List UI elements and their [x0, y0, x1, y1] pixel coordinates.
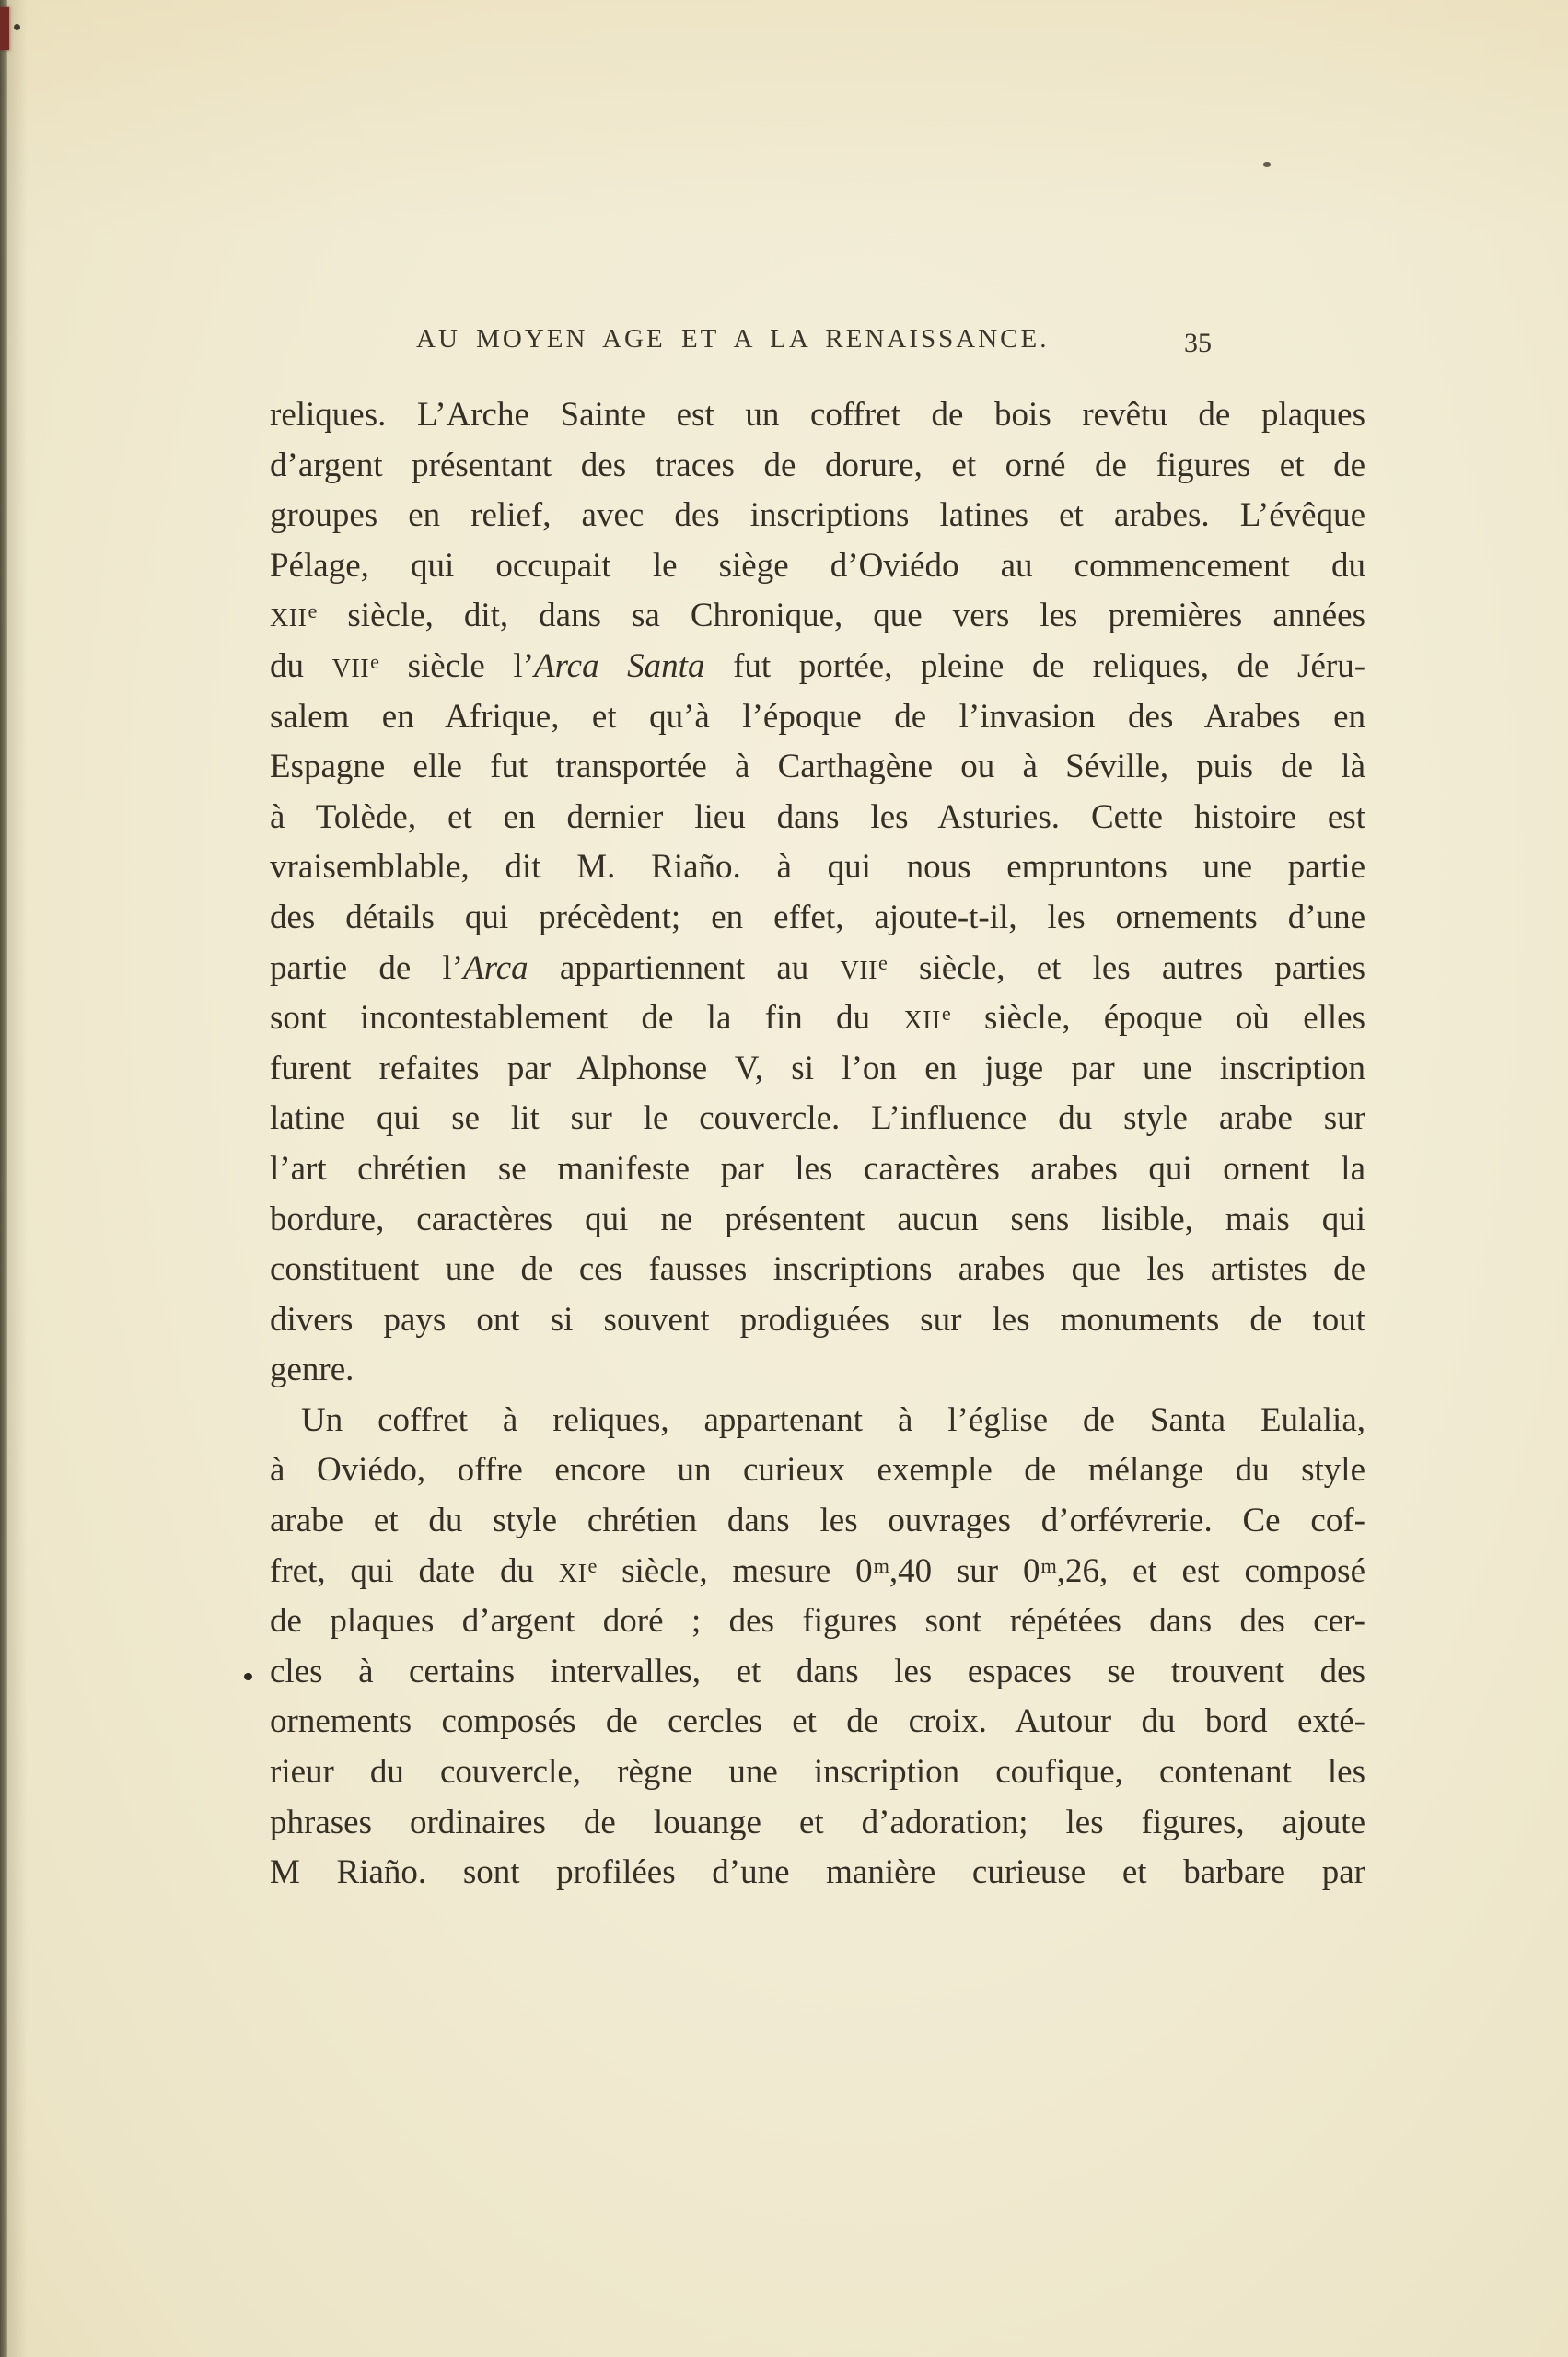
text-line: de plaques d’argent doré ; des figures sont répétées dans des cer-: [270, 1602, 1365, 1641]
text-line: fret, qui date du XIe siècle, mesure 0$^m$,40 sur 0$^m$,26, et est composé: [270, 1551, 1365, 1590]
text-line: furent refaites par Alphonse V, si l’on en juge par une inscription: [270, 1049, 1365, 1087]
text-line: du VIIe siècle l’Arca Santa fut portée, pleine de reliques, de Jéru-: [270, 646, 1366, 685]
text-line: partie de l’Arca appartiennent au VIIe siècle, et les autres parties: [270, 948, 1366, 987]
page-number: 35: [1184, 328, 1212, 358]
text-line: Espagne elle fut transportée à Carthagène ou à Séville, puis de là: [270, 748, 1365, 786]
text-line: Un coffret à reliques, appartenant à l’église de Santa Eulalia,: [301, 1400, 1365, 1439]
text-line: XIIe siècle, dit, dans sa Chronique, que vers les premières années: [270, 597, 1365, 635]
text-line: des détails qui précèdent; en effet, ajoute-t-il, les ornements d’une: [270, 898, 1365, 936]
binding-edge-strip: [0, 0, 7, 2357]
text-body: [270, 390, 1365, 1898]
paper-speck: [14, 24, 20, 30]
text-line: M Riaño. sont profilées d’une manière curieuse et barbare par: [270, 1853, 1365, 1892]
text-line: cles à certains intervalles, et dans les espaces se trouvent des: [270, 1652, 1365, 1690]
paper-speck: [244, 1673, 252, 1680]
text-line: divers pays ont si souvent prodiguées sur les monuments de tout: [270, 1300, 1365, 1339]
text-line: bordure, caractères qui ne présentent aucun sens lisible, mais qui: [270, 1200, 1365, 1238]
text-line: ornements composés de cercles et de croix. Autour du bord exté-: [270, 1702, 1365, 1741]
binding-edge-shadow: [7, 0, 28, 2357]
running-header: AU MOYEN AGE ET A LA RENAISSANCE.: [416, 324, 1050, 354]
paragraph: [270, 1396, 1365, 1898]
text-line: l’art chrétien se manifeste par les caractères arabes qui ornent la: [270, 1149, 1365, 1188]
text-line: à Oviédo, offre encore un curieux exemple de mélange du style: [270, 1451, 1365, 1490]
text-line: Pélage, qui occupait le siège d’Oviédo au commencement du: [270, 546, 1365, 585]
text-line: genre.: [270, 1351, 354, 1389]
text-line: phrases ordinaires de louange et d’adoration; les figures, ajoute: [270, 1803, 1365, 1841]
text-line: arabe et du style chrétien dans les ouvrages d’orfévrerie. Ce cof-: [270, 1502, 1365, 1540]
text-line: groupes en relief, avec des inscriptions latines et arabes. L’évêque: [270, 496, 1365, 535]
paper-speck: [1263, 162, 1271, 167]
text-line: latine qui se lit sur le couvercle. L’influence du style arabe sur: [270, 1099, 1365, 1138]
text-line: vraisemblable, dit M. Riaño. à qui nous empruntons une partie: [270, 848, 1365, 887]
text-line: sont incontestablement de la fin du XIIe siècle, époque où elles: [270, 999, 1365, 1038]
text-line: salem en Afrique, et qu’à l’époque de l’invasion des Arabes en: [270, 697, 1365, 736]
text-line: à Tolède, et en dernier lieu dans les Asturies. Cette histoire est: [270, 797, 1365, 836]
text-line: d’argent présentant des traces de dorure, et orné de figures et de: [270, 446, 1365, 484]
red-corner-mark: [0, 7, 9, 50]
paragraph: [270, 390, 1365, 1396]
text-line: reliques. L’Arche Sainte est un coffret de bois revêtu de plaques: [270, 396, 1365, 434]
text-line: constituent une de ces fausses inscriptions arabes que les artistes de: [270, 1250, 1365, 1289]
text-line: rieur du couvercle, règne une inscription coufique, contenant les: [270, 1753, 1365, 1792]
